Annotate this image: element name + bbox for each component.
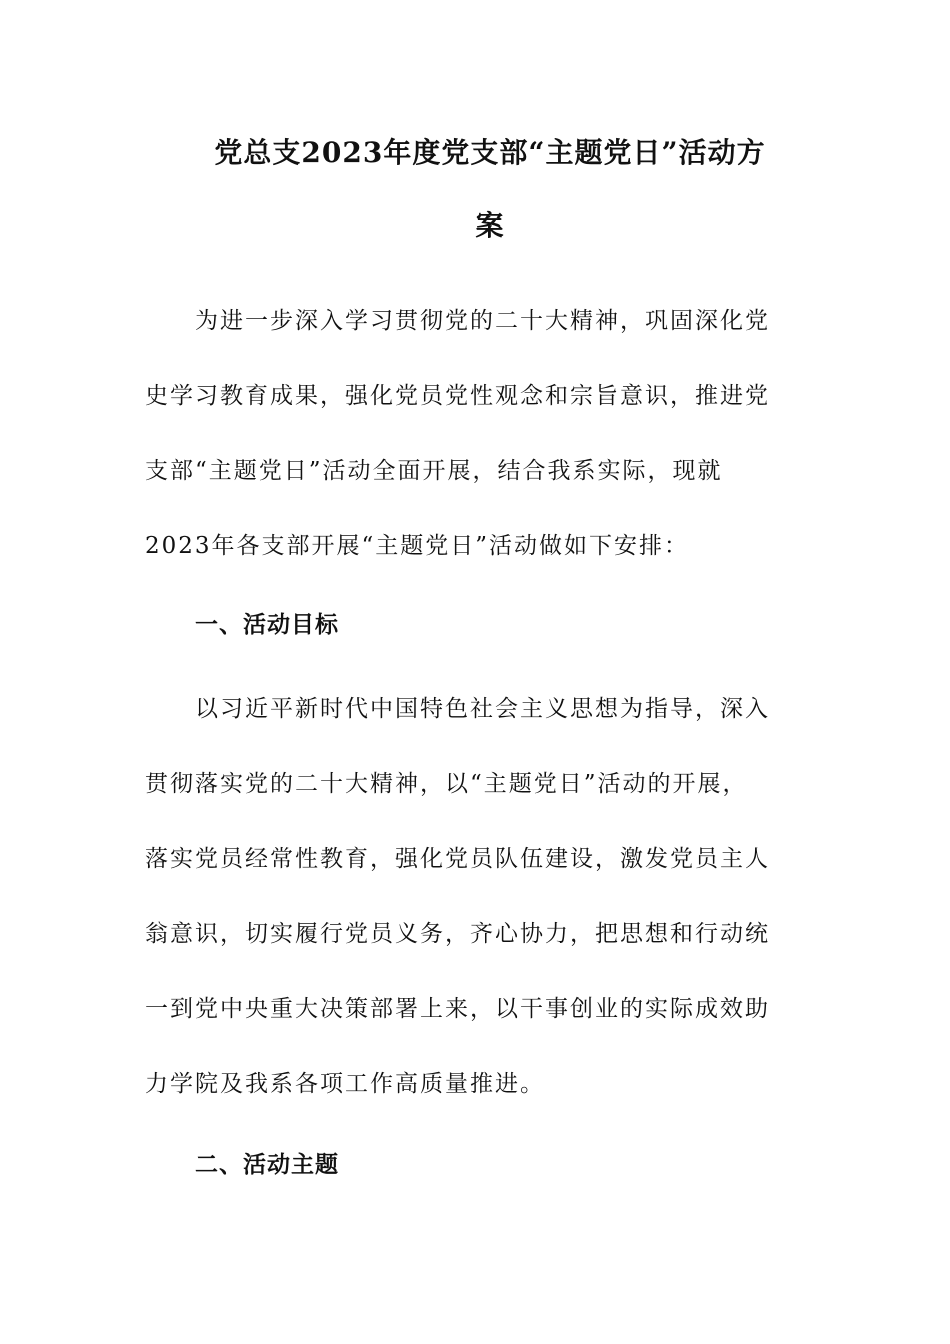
section-1-line-2: 贯彻落实党的二十大精神，以“主题党日”活动的开展，: [145, 771, 748, 797]
intro-line-3: 支部“主题党日”活动全面开展，结合我系实际，现就: [145, 458, 723, 484]
intro-line-1: 为进一步深入学习贯彻党的二十大精神，巩固深化党: [195, 308, 770, 334]
section-1-line-4: 翁意识，切实履行党员义务，齐心协力，把思想和行动统: [145, 921, 770, 947]
section-1-heading: 一、活动目标: [195, 611, 339, 638]
intro-line-2: 史学习教育成果，强化党员党性观念和宗旨意识，推进党: [145, 383, 770, 409]
section-1-line-5: 一到党中央重大决策部署上来，以干事创业的实际成效助: [145, 996, 770, 1022]
document-title-line-1: 党总支2023年度党支部“主题党日”活动方: [214, 136, 766, 169]
section-1-line-6: 力学院及我系各项工作高质量推进。: [145, 1071, 545, 1097]
section-2-heading: 二、活动主题: [195, 1151, 339, 1178]
section-1-line-1: 以习近平新时代中国特色社会主义思想为指导，深入: [195, 696, 770, 722]
intro-line-4: 2023年各支部开展“主题党日”活动做如下安排：: [145, 533, 690, 559]
section-1-line-3: 落实党员经常性教育，强化党员队伍建设，激发党员主人: [145, 846, 770, 872]
document-title-line-2: 案: [475, 209, 505, 242]
